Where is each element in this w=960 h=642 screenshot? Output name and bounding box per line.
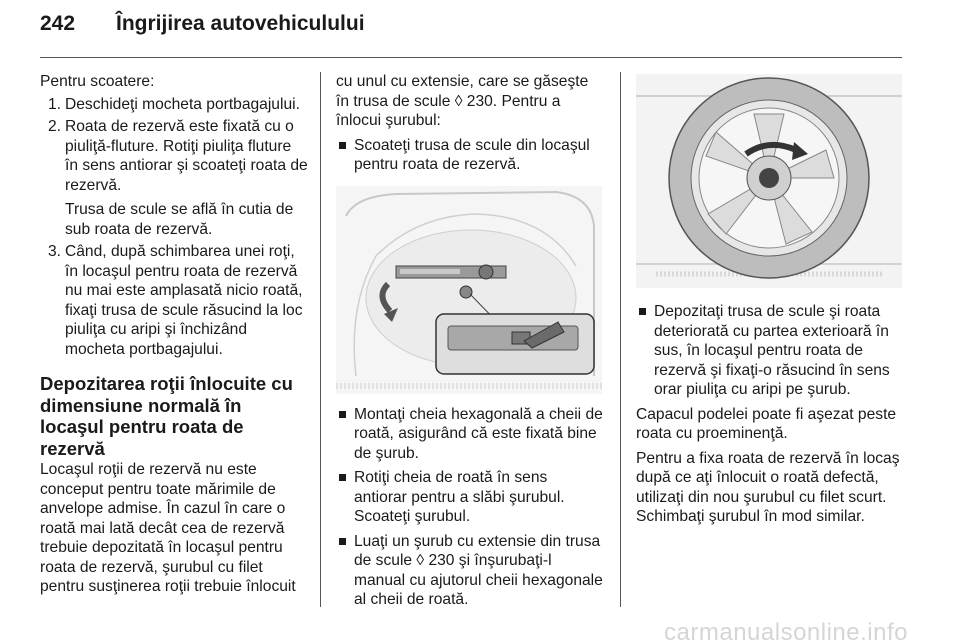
step-number: 2. <box>48 118 62 135</box>
spare-wheel-well-drawing <box>336 186 602 394</box>
stored-wheel-drawing <box>636 74 902 288</box>
bullet-item: Rotiţi cheia de roată în sens antiorar pentru a slăbi şurubul. Scoateţi şurubul. <box>336 468 604 527</box>
bullet-item: Scoateţi trusa de scule din locaşul pentru roata de rezervă. <box>336 136 604 175</box>
section-paragraph: Locaşul roţii de rezervă nu este conceput pentru toate mărimile de anvelope admise. În cazul în care o roată mai lată decât cea de rezervă trebuie depozitată în locaşul pentru roata de rezervă, şurubul cu filet pentru susţinerea roţii trebuie înlocuit <box>40 461 296 595</box>
page-title: Îngrijirea autovehiculului <box>116 12 365 35</box>
removal-steps <box>40 95 308 360</box>
step-item <box>40 242 308 359</box>
section-heading: Depozitarea roţii înlocuite cu dimensiune normală în locaşul pentru roata de rezervă <box>40 373 293 459</box>
step-text: Când, după schimbarea unei roţi, în locaşul pentru roata de rezervă nu mai este amplasată nicio roată, fixaţi trusa de scule răsucind la loc piuliţa cu aripi şi închizând mocheta portbagajului. <box>65 243 303 358</box>
wheel-storage-illustration <box>636 74 902 288</box>
column-divider-2 <box>620 72 621 607</box>
tool-kit-illustration <box>336 186 602 394</box>
header-rule <box>40 57 902 58</box>
step-item <box>40 95 308 115</box>
column-1 <box>40 72 308 597</box>
removal-intro: Pentru scoatere: <box>40 73 155 90</box>
bullet-item: Luaţi un şurub cu extensie din trusa de scule ◊ 230 şi înşurubaţi-l manual cu ajutorul cheii hexagonale al cheii de roată. <box>336 532 604 610</box>
column-3 <box>636 72 904 527</box>
floor-cover-note: Capacul podelei poate fi aşezat peste roata cu proeminenţă. <box>636 405 897 442</box>
continued-text: cu unul cu extensie, care se găseşte în trusa de scule ◊ 230. Pentru a înlocui şurubul: <box>336 73 589 129</box>
step-number: 1. <box>48 95 62 113</box>
step-number: 3. <box>48 243 62 260</box>
spare-wheel-note: Pentru a fixa roata de rezervă în locaş după ce aţi înlocuit o roată defectă, utilizaţi din nou şurubul cu filet scurt. Schimbaţi şurubul în mod similar. <box>636 449 900 525</box>
step-item <box>40 117 308 239</box>
bullet-item: Montaţi cheia hexagonală a cheii de roată, asigurând că este fixată bine de şurub. <box>336 405 604 464</box>
column-divider-1 <box>320 72 321 607</box>
page-number: 242 <box>40 12 76 35</box>
bullet-item: Depozitaţi trusa de scule şi roata deteriorată cu partea exterioară în sus, în locaşul pentru roata de rezervă şi fixaţi-o răsucind în sens orar piuliţa cu aripi pe şurub. <box>636 302 904 400</box>
step-note: Trusa de scule se află în cutia de sub roata de rezervă. <box>65 201 294 238</box>
step-text: Roata de rezervă este fixată cu o piuliţă-fluture. Rotiţi piuliţa fluture în sens antiorar şi scoateţi roata de rezervă. <box>65 118 308 194</box>
page-header <box>40 14 365 44</box>
watermark: carmanualsonline.info <box>664 618 908 642</box>
step-text: Deschideţi mocheta portbagajului. <box>65 95 300 113</box>
column-2 <box>336 72 604 610</box>
